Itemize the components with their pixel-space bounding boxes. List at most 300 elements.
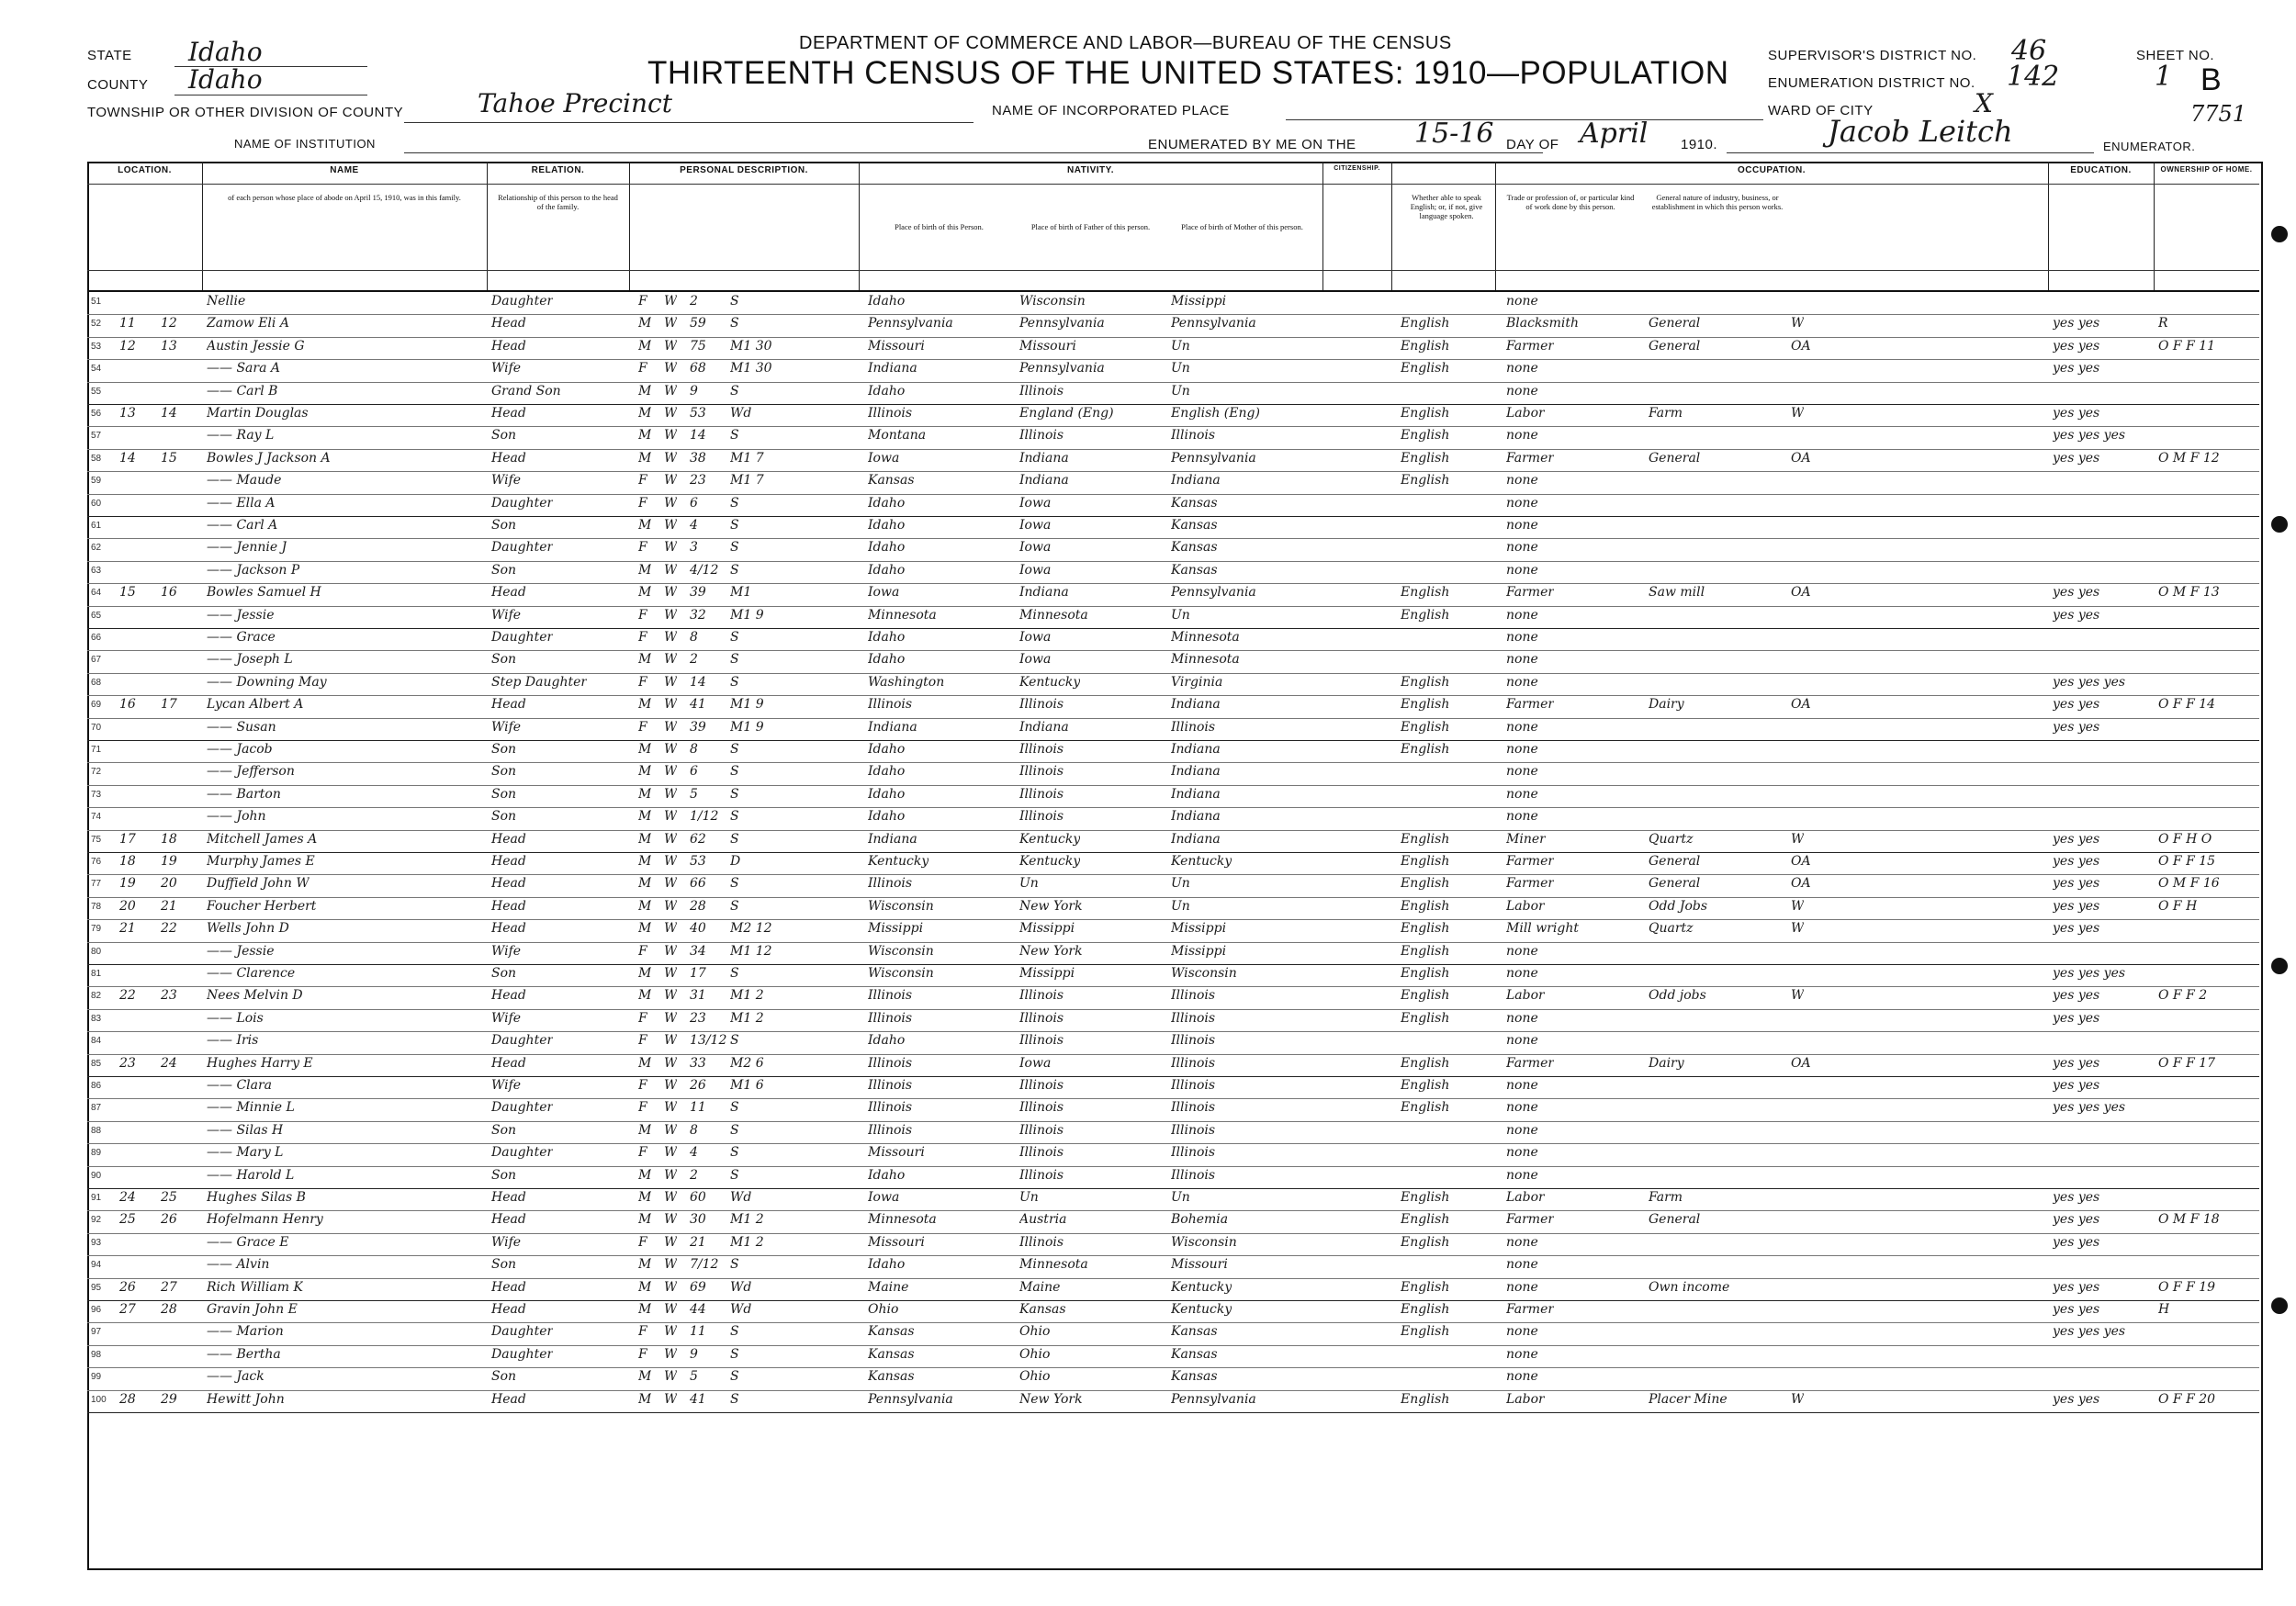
- cell-family: 17: [161, 697, 177, 713]
- line-number: 65: [91, 610, 102, 621]
- cell-race: W: [664, 1122, 678, 1138]
- line-number: 92: [91, 1215, 102, 1226]
- cell-trade: none: [1506, 383, 1538, 399]
- cell-race: W: [664, 1145, 678, 1161]
- cell-relation: Son: [491, 562, 517, 578]
- cell-emp: OA: [1791, 450, 1811, 466]
- cell-lang: English: [1401, 1212, 1450, 1228]
- line-number: 73: [91, 789, 102, 800]
- table-row: [87, 1255, 2259, 1278]
- cell-mother: Un: [1171, 898, 1190, 914]
- cell-edu: yes yes yes: [2053, 428, 2126, 444]
- institution-label: NAME OF INSTITUTION: [234, 137, 376, 151]
- location-group: LOCATION.: [118, 165, 172, 175]
- cell-mother: Indiana: [1171, 473, 1221, 489]
- cell-father: Iowa: [1019, 540, 1052, 556]
- line-number: 71: [91, 745, 102, 755]
- cell-age: 26: [690, 1078, 706, 1093]
- cell-relation: Son: [491, 786, 517, 802]
- cell-lang: English: [1401, 854, 1450, 869]
- cell-sex: F: [638, 1234, 647, 1250]
- cell-emp: OA: [1791, 585, 1811, 601]
- line-number: 77: [91, 879, 102, 890]
- cell-marital: S: [730, 1369, 739, 1385]
- cell-mother: Pennsylvania: [1171, 585, 1256, 601]
- cell-lang: English: [1401, 406, 1450, 421]
- line-number: 54: [91, 364, 102, 375]
- cell-relation: Head: [491, 898, 526, 914]
- cell-mother: Kansas: [1171, 1346, 1218, 1362]
- cell-dwelling: 28: [119, 1391, 136, 1407]
- cell-mother: Indiana: [1171, 786, 1221, 802]
- cell-race: W: [664, 383, 678, 399]
- cell-marital: M2 6: [730, 1055, 764, 1071]
- cell-mother: Virginia: [1171, 674, 1223, 690]
- cell-birth: Missouri: [868, 1234, 925, 1250]
- cell-own: R: [2158, 316, 2168, 331]
- cell-industry: Quartz: [1649, 921, 1694, 937]
- cell-trade: none: [1506, 361, 1538, 376]
- cell-sex: F: [638, 1145, 647, 1161]
- cell-birth: Wisconsin: [868, 898, 934, 914]
- cell-edu: yes yes: [2053, 854, 2100, 869]
- line-number: 100: [91, 1394, 107, 1405]
- cell-dwelling: 14: [119, 450, 136, 466]
- cell-dwelling: 26: [119, 1279, 136, 1295]
- cell-mother: Un: [1171, 607, 1190, 623]
- cell-age: 32: [690, 607, 706, 623]
- nativity-group: NATIVITY.: [1067, 165, 1114, 175]
- cell-relation: Head: [491, 406, 526, 421]
- occupation-group: OCCUPATION.: [1737, 165, 1806, 175]
- cell-marital: S: [730, 876, 739, 892]
- cell-birth: Illinois: [868, 1055, 913, 1071]
- cell-birth: Idaho: [868, 742, 906, 757]
- cell-trade: Farmer: [1506, 697, 1555, 713]
- census-title: THIRTEENTH CENSUS OF THE UNITED STATES: 1910—POPULATION: [647, 55, 1729, 91]
- cell-relation: Head: [491, 831, 526, 847]
- table-row: [87, 583, 2259, 606]
- cell-birth: Wisconsin: [868, 943, 934, 959]
- cell-race: W: [664, 876, 678, 892]
- relation-group: RELATION.: [531, 165, 585, 175]
- cell-marital: M1: [730, 585, 752, 601]
- cell-own: O M F 18: [2158, 1212, 2220, 1228]
- table-row: [87, 1300, 2259, 1323]
- cell-mother: Kansas: [1171, 540, 1218, 556]
- incorporated-place-underline: [1286, 119, 1763, 120]
- cell-age: 2: [690, 1167, 698, 1183]
- cell-sex: M: [638, 1279, 652, 1295]
- education-group: EDUCATION.: [2070, 165, 2132, 175]
- cell-sex: M: [638, 764, 652, 780]
- cell-name: Nellie: [207, 294, 246, 309]
- cell-trade: none: [1506, 1257, 1538, 1273]
- cell-trade: Farmer: [1506, 854, 1555, 869]
- cell-sex: F: [638, 540, 647, 556]
- table-row: [87, 1098, 2259, 1121]
- enumerated-label: ENUMERATED BY ME ON THE: [1148, 137, 1356, 152]
- cell-trade: Farmer: [1506, 1302, 1555, 1317]
- cell-marital: S: [730, 898, 739, 914]
- line-number: 93: [91, 1237, 102, 1248]
- cell-race: W: [664, 1190, 678, 1205]
- cell-mother: Bohemia: [1171, 1212, 1229, 1228]
- cell-edu: yes yes: [2053, 1234, 2100, 1250]
- cell-race: W: [664, 943, 678, 959]
- cell-emp: OA: [1791, 338, 1811, 354]
- cell-lang: English: [1401, 338, 1450, 354]
- cell-birth: Idaho: [868, 495, 906, 511]
- cell-birth: Illinois: [868, 697, 913, 713]
- cell-relation: Daughter: [491, 1346, 554, 1362]
- cell-birth: Illinois: [868, 1122, 913, 1138]
- cell-mother: Missippi: [1171, 943, 1227, 959]
- cell-relation: Daughter: [491, 1324, 554, 1340]
- cell-marital: S: [730, 809, 739, 825]
- cell-family: 25: [161, 1190, 177, 1205]
- cell-race: W: [664, 786, 678, 802]
- cell-relation: Son: [491, 1257, 517, 1273]
- cell-marital: S: [730, 1346, 739, 1362]
- cell-family: 24: [161, 1055, 177, 1071]
- cell-trade: none: [1506, 540, 1538, 556]
- cell-name: Zamow Eli A: [207, 316, 289, 331]
- col-divider: [202, 162, 203, 290]
- cell-father: Iowa: [1019, 495, 1052, 511]
- cell-family: 27: [161, 1279, 177, 1295]
- table-row: [87, 897, 2259, 920]
- cell-marital: S: [730, 383, 739, 399]
- cell-edu: yes yes: [2053, 876, 2100, 892]
- name-group: NAME: [330, 165, 359, 175]
- cell-sex: M: [638, 898, 652, 914]
- cell-trade: none: [1506, 1167, 1538, 1183]
- cell-relation: Head: [491, 1190, 526, 1205]
- cell-own: O F H: [2158, 898, 2198, 914]
- cell-edu: yes yes: [2053, 1190, 2100, 1205]
- cell-trade: Farmer: [1506, 876, 1555, 892]
- table-row: [87, 695, 2259, 718]
- cell-mother: Kansas: [1171, 518, 1218, 533]
- cell-mother: Illinois: [1171, 1078, 1216, 1093]
- table-row: [87, 650, 2259, 673]
- cell-marital: M1 9: [730, 697, 764, 713]
- cell-birth: Missippi: [868, 921, 924, 937]
- table-row: [87, 807, 2259, 830]
- cell-industry: Odd Jobs: [1649, 898, 1708, 914]
- cell-trade: none: [1506, 1122, 1538, 1138]
- cell-trade: none: [1506, 1369, 1538, 1385]
- cell-trade: none: [1506, 1324, 1538, 1340]
- table-row: [87, 404, 2259, 427]
- table-row: [87, 874, 2259, 897]
- cell-lang: English: [1401, 1055, 1450, 1071]
- cell-name: —— Jackson P: [207, 562, 300, 578]
- cell-relation: Son: [491, 966, 517, 981]
- cell-sex: M: [638, 562, 652, 578]
- table-row: [87, 1121, 2259, 1144]
- cell-relation: Daughter: [491, 630, 554, 645]
- cell-birth: Idaho: [868, 518, 906, 533]
- cell-name: Foucher Herbert: [207, 898, 317, 914]
- cell-race: W: [664, 585, 678, 601]
- enumerator-name: Jacob Leitch: [1828, 114, 2013, 149]
- cell-relation: Head: [491, 1279, 526, 1295]
- cell-birth: Missouri: [868, 1145, 925, 1161]
- line-number: 85: [91, 1058, 102, 1069]
- cell-sex: M: [638, 428, 652, 444]
- cell-birth: Pennsylvania: [868, 1391, 953, 1407]
- cell-race: W: [664, 1302, 678, 1317]
- cell-age: 5: [690, 786, 698, 802]
- cell-marital: M1 30: [730, 361, 772, 376]
- cell-name: —— Ella A: [207, 495, 276, 511]
- cell-mother: Minnesota: [1171, 652, 1240, 668]
- cell-age: 39: [690, 719, 706, 735]
- line-number: 84: [91, 1036, 102, 1047]
- cell-marital: S: [730, 1167, 739, 1183]
- cell-name: —— Jessie: [207, 607, 275, 623]
- cell-race: W: [664, 674, 678, 690]
- line-number: 66: [91, 633, 102, 643]
- cell-birth: Missouri: [868, 338, 925, 354]
- cell-sex: F: [638, 1033, 647, 1049]
- cell-father: Illinois: [1019, 1078, 1064, 1093]
- line-number: 86: [91, 1081, 102, 1091]
- cell-sex: M: [638, 383, 652, 399]
- cell-mother: Missippi: [1171, 921, 1227, 937]
- cell-marital: S: [730, 831, 739, 847]
- line-number: 83: [91, 1013, 102, 1024]
- cell-age: 62: [690, 831, 706, 847]
- cell-own: O F F 14: [2158, 697, 2216, 713]
- enumerated-day: 15-16: [1414, 118, 1494, 150]
- state-label: STATE: [87, 48, 132, 63]
- cell-trade: Labor: [1506, 1391, 1545, 1407]
- cell-name: Duffield John W: [207, 876, 310, 892]
- county-value: Idaho: [188, 64, 263, 95]
- cell-trade: none: [1506, 473, 1538, 489]
- cell-trade: none: [1506, 562, 1538, 578]
- table-row: [87, 1143, 2259, 1166]
- cell-trade: Farmer: [1506, 1212, 1555, 1228]
- table-row: [87, 740, 2259, 763]
- cell-dwelling: 25: [119, 1212, 136, 1228]
- cell-age: 75: [690, 338, 706, 354]
- cell-edu: yes yes: [2053, 1010, 2100, 1026]
- cell-race: W: [664, 742, 678, 757]
- cell-marital: S: [730, 294, 739, 309]
- cell-marital: M1 30: [730, 338, 772, 354]
- cell-mother: Kansas: [1171, 495, 1218, 511]
- cell-father: Kansas: [1019, 1302, 1066, 1317]
- cell-lang: English: [1401, 316, 1450, 331]
- cell-name: —— Grace: [207, 630, 276, 645]
- cell-race: W: [664, 1369, 678, 1385]
- cell-father: Missippi: [1019, 921, 1075, 937]
- column-header: [87, 162, 2259, 292]
- cell-trade: Miner: [1506, 831, 1546, 847]
- line-number: 70: [91, 722, 102, 733]
- cell-marital: M1 2: [730, 988, 764, 1004]
- group-divider: [87, 184, 2259, 185]
- cell-lang: English: [1401, 988, 1450, 1004]
- cell-lang: English: [1401, 831, 1450, 847]
- line-number: 79: [91, 924, 102, 935]
- name-column-header: of each person whose place of abode on April 15, 1910, was in this family.: [228, 193, 461, 202]
- cell-own: O F F 19: [2158, 1279, 2216, 1295]
- cell-marital: S: [730, 562, 739, 578]
- cell-marital: S: [730, 540, 739, 556]
- cell-father: New York: [1019, 898, 1083, 914]
- line-number: 53: [91, 341, 102, 352]
- cell-marital: S: [730, 428, 739, 444]
- cell-dwelling: 22: [119, 988, 136, 1004]
- line-number: 57: [91, 431, 102, 442]
- col-divider: [1495, 162, 1496, 290]
- cell-industry: Farm: [1649, 406, 1683, 421]
- cell-trade: none: [1506, 1346, 1538, 1362]
- cell-race: W: [664, 966, 678, 981]
- cell-edu: yes yes: [2053, 585, 2100, 601]
- cell-dwelling: 15: [119, 585, 136, 601]
- cell-edu: yes yes: [2053, 1055, 2100, 1071]
- cell-birth: Idaho: [868, 383, 906, 399]
- cell-trade: none: [1506, 742, 1538, 757]
- cell-age: 39: [690, 585, 706, 601]
- cell-marital: S: [730, 652, 739, 668]
- cell-industry: Placer Mine: [1649, 1391, 1728, 1407]
- cell-edu: yes yes: [2053, 1078, 2100, 1093]
- birth-father-header: Place of birth of Father of this person.: [1030, 222, 1151, 231]
- cell-age: 38: [690, 450, 706, 466]
- cell-age: 23: [690, 1010, 706, 1026]
- cell-father: New York: [1019, 1391, 1083, 1407]
- cell-lang: English: [1401, 450, 1450, 466]
- cell-sex: M: [638, 1369, 652, 1385]
- cell-sex: M: [638, 742, 652, 757]
- table-row: [87, 516, 2259, 539]
- cell-trade: none: [1506, 294, 1538, 309]
- cell-lang: English: [1401, 1234, 1450, 1250]
- cell-birth: Idaho: [868, 1033, 906, 1049]
- cell-age: 40: [690, 921, 706, 937]
- cell-sex: M: [638, 450, 652, 466]
- cell-age: 53: [690, 406, 706, 421]
- cell-relation: Wife: [491, 473, 522, 489]
- cell-race: W: [664, 831, 678, 847]
- cell-birth: Illinois: [868, 1100, 913, 1116]
- cell-mother: Indiana: [1171, 809, 1221, 825]
- cell-name: Gravin John E: [207, 1302, 298, 1317]
- cell-relation: Wife: [491, 1234, 522, 1250]
- enumeration-district-value: 142: [2007, 61, 2060, 93]
- cell-lang: English: [1401, 921, 1450, 937]
- cell-race: W: [664, 854, 678, 869]
- cell-name: —— Lois: [207, 1010, 264, 1026]
- cell-marital: S: [730, 674, 739, 690]
- cell-sex: F: [638, 1078, 647, 1093]
- cell-name: —— Iris: [207, 1033, 259, 1049]
- table-row: [87, 494, 2259, 517]
- cell-sex: F: [638, 943, 647, 959]
- table-row: [87, 314, 2259, 337]
- cell-family: 18: [161, 831, 177, 847]
- cell-name: —— Maude: [207, 473, 282, 489]
- cell-age: 3: [690, 540, 698, 556]
- cell-relation: Daughter: [491, 495, 554, 511]
- cell-sex: M: [638, 1391, 652, 1407]
- cell-trade: none: [1506, 764, 1538, 780]
- cell-birth: Pennsylvania: [868, 316, 953, 331]
- cell-relation: Daughter: [491, 540, 554, 556]
- cell-marital: M1 6: [730, 1078, 764, 1093]
- cell-father: Ohio: [1019, 1369, 1051, 1385]
- table-row: [87, 628, 2259, 651]
- cell-own: O M F 13: [2158, 585, 2220, 601]
- cell-relation: Head: [491, 585, 526, 601]
- cell-sex: F: [638, 1324, 647, 1340]
- cell-name: —— Alvin: [207, 1257, 270, 1273]
- cell-birth: Washington: [868, 674, 945, 690]
- sheet-label: SHEET NO.: [2136, 48, 2215, 63]
- cell-sex: M: [638, 338, 652, 354]
- supervisor-label: SUPERVISOR'S DISTRICT NO.: [1768, 48, 1977, 63]
- cell-marital: S: [730, 495, 739, 511]
- cell-mother: Un: [1171, 361, 1190, 376]
- punch-hole: [2271, 958, 2288, 974]
- cell-family: 22: [161, 921, 177, 937]
- cell-marital: M1 7: [730, 473, 764, 489]
- table-row: [87, 1166, 2259, 1189]
- cell-edu: yes yes yes: [2053, 1324, 2126, 1340]
- cell-relation: Son: [491, 809, 517, 825]
- col-divider: [1322, 162, 1323, 290]
- cell-own: O F H O: [2158, 831, 2212, 847]
- cell-name: —— Bertha: [207, 1346, 281, 1362]
- cell-race: W: [664, 473, 678, 489]
- cell-race: W: [664, 921, 678, 937]
- cell-dwelling: 27: [119, 1302, 136, 1317]
- cell-family: 29: [161, 1391, 177, 1407]
- cell-mother: Wisconsin: [1171, 966, 1237, 981]
- table-row: [87, 449, 2259, 472]
- cell-race: W: [664, 518, 678, 533]
- cell-name: —— Ray L: [207, 428, 275, 444]
- cell-trade: Farmer: [1506, 585, 1555, 601]
- table-row: [87, 673, 2259, 696]
- cell-trade: Farmer: [1506, 1055, 1555, 1071]
- cell-trade: Labor: [1506, 1190, 1545, 1205]
- cell-dwelling: 17: [119, 831, 136, 847]
- cell-edu: yes yes yes: [2053, 1100, 2126, 1116]
- language-header: Whether able to speak English; or, if not, give language spoken.: [1410, 193, 1483, 220]
- cell-dwelling: 20: [119, 898, 136, 914]
- cell-mother: Indiana: [1171, 742, 1221, 757]
- cell-sex: F: [638, 719, 647, 735]
- cell-sex: F: [638, 361, 647, 376]
- cell-father: Un: [1019, 876, 1039, 892]
- cell-father: Illinois: [1019, 1122, 1064, 1138]
- cell-father: Iowa: [1019, 518, 1052, 533]
- col-divider: [2154, 162, 2155, 290]
- cell-marital: Wd: [730, 1302, 752, 1317]
- cell-edu: yes yes: [2053, 1279, 2100, 1295]
- cell-marital: S: [730, 630, 739, 645]
- cell-family: 12: [161, 316, 177, 331]
- cell-sex: M: [638, 966, 652, 981]
